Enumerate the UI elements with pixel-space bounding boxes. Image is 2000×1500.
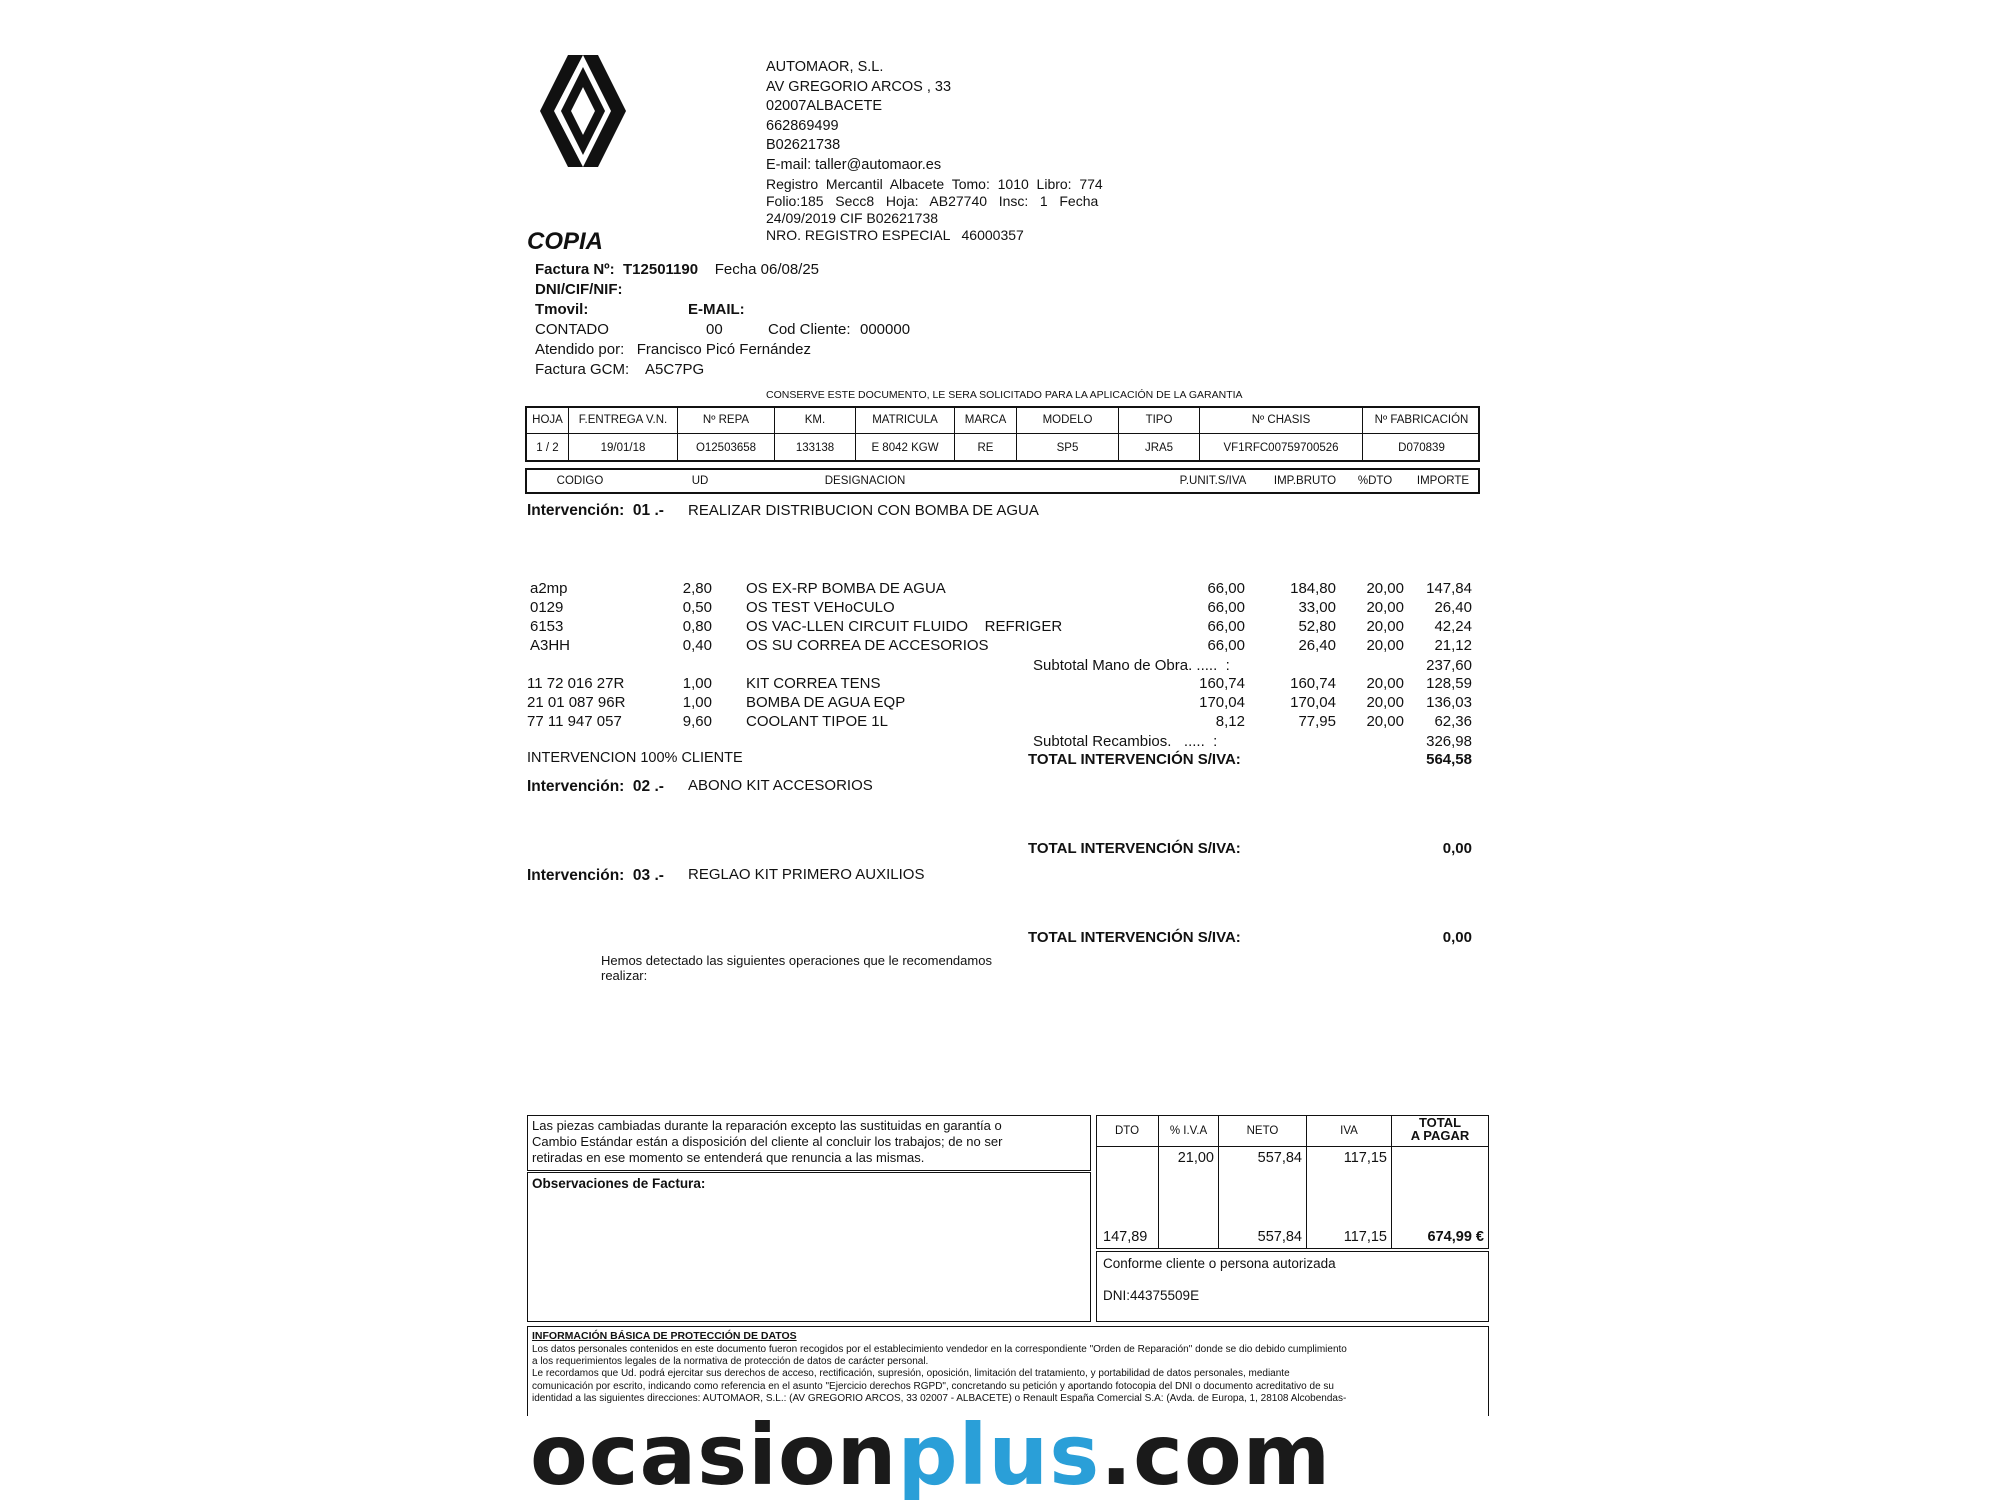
totals-neto: 557,84 (1257, 1150, 1302, 1166)
total-a-pagar-line: A PAGAR (1410, 1128, 1470, 1143)
intervention-3-label: Intervención: 03 .- (527, 867, 664, 884)
line-punit: 66,00 (1207, 599, 1245, 616)
subtotal-parts-value: 326,98 (1426, 733, 1472, 750)
totals-header-iva: IVA (1340, 1125, 1358, 1137)
intervention-2-total-label: TOTAL INTERVENCIÓN S/IVA: (1028, 840, 1241, 857)
vehicle-header-km: KM. (804, 414, 826, 426)
line-bruto: 170,04 (1290, 694, 1336, 711)
lines-header-ud: UD (691, 475, 709, 487)
vehicle-value-fabricacion: D070839 (1398, 442, 1445, 454)
line-bruto: 52,80 (1298, 618, 1336, 635)
registry-line: Folio:185 Secc8 Hoja: AB27740 Insc: 1 Fecha (766, 193, 1099, 209)
company-line: AV GREGORIO ARCOS , 33 (766, 78, 952, 95)
tmovil-label: Tmovil: (535, 301, 589, 318)
registry-line: 24/09/2019 CIF B02621738 (766, 210, 939, 226)
company-registry (766, 176, 1103, 244)
vehicle-header-marca: MARCA (964, 414, 1007, 426)
intervention-1-total: 564,58 (1426, 751, 1472, 768)
line-ud: 2,80 (682, 580, 712, 597)
privacy-line: a los requerimientos legales de la normativa de protección de datos de carácter personal. (532, 1356, 929, 1368)
watermark-part-ocasion: ocasion (530, 1406, 898, 1500)
privacy-line: identidad a las siguientes direcciones: AUTOMAOR, S.L.: (AV GREGORIO ARCOS, 33 02007 - ALBACETE) o Renault España Comercial S.A: (Avda. de Europa, 1, 28108 Alcobendas- (532, 1392, 1347, 1404)
vehicle-value-repa: O12503658 (695, 442, 757, 454)
lines-header-bruto: IMP.BRUTO (1273, 475, 1337, 487)
totals-header-iva-pct: % I.V.A (1169, 1125, 1208, 1137)
line-importe: 21,12 (1434, 637, 1472, 654)
line-punit: 170,04 (1199, 694, 1245, 711)
vehicle-header-fabricacion: Nº FABRICACIÓN (1374, 414, 1469, 426)
subtotal-parts-label: Subtotal Recambios. ..... : (1033, 733, 1218, 750)
registry-line: Registro Mercantil Albacete Tomo: 1010 Libro: 774 (766, 176, 1103, 192)
line-ud: 1,00 (682, 675, 712, 692)
intervention-2-total: 0,00 (1442, 840, 1472, 857)
intervention-1-title: REALIZAR DISTRIBUCION CON BOMBA DE AGUA (688, 502, 1039, 519)
conforme-label: Conforme cliente o persona autorizada (1103, 1256, 1336, 1271)
line-dto: 20,00 (1366, 694, 1404, 711)
gcm-value: A5C7PG (645, 361, 705, 378)
line-code: 11 72 016 27R (527, 675, 625, 692)
renault-logo-icon (540, 55, 626, 167)
line-dto: 20,00 (1366, 637, 1404, 654)
conforme-dni (1103, 1288, 1199, 1303)
company-line: B02621738 (766, 137, 841, 153)
line-importe: 62,36 (1434, 713, 1472, 730)
company-line: AUTOMAOR, S.L. (766, 59, 884, 75)
vehicle-value-km: 133138 (795, 442, 835, 454)
intervention-3-total-label: TOTAL INTERVENCIÓN S/IVA: (1028, 929, 1241, 946)
line-punit: 66,00 (1207, 637, 1245, 654)
gcm-label: Factura GCM: (535, 361, 630, 378)
line-code: 0129 (530, 599, 564, 616)
atendido-label: Atendido por: (535, 341, 625, 358)
dni-label: DNI/CIF/NIF: (535, 281, 623, 298)
line-importe: 128,59 (1426, 675, 1472, 692)
line-importe: 26,40 (1434, 599, 1472, 616)
watermark-part-plus: plus (897, 1406, 1101, 1500)
privacy-text (532, 1344, 1486, 1405)
line-punit: 160,74 (1199, 675, 1245, 692)
line-ud: 1,00 (682, 694, 712, 711)
line-code: A3HH (530, 637, 571, 654)
lines-header-importe: IMPORTE (1416, 475, 1470, 487)
line-ud: 9,60 (682, 713, 712, 730)
line-punit: 8,12 (1215, 713, 1245, 730)
line-importe: 42,24 (1434, 618, 1472, 635)
lines-header-dto: %DTO (1357, 475, 1393, 487)
recommendation-line: realizar: (601, 968, 648, 983)
cod-cliente-label: Cod Cliente: (768, 321, 851, 338)
pieces-note-line: Cambio Estándar están a disposición del cliente al concluir los trabajos; de no ser (532, 1134, 1003, 1149)
recommendation-line: Hemos detectado las siguientes operaciones que le recomendamos (601, 953, 992, 968)
watermark-part-com: .com (1100, 1406, 1332, 1500)
totals-iva: 117,15 (1343, 1150, 1387, 1166)
vehicle-header-tipo: TIPO (1145, 414, 1173, 426)
lines-header-designacion: DESIGNACION (824, 475, 906, 487)
vehicle-value-matricula: E 8042 KGW (871, 442, 939, 454)
line-dto: 20,00 (1366, 713, 1404, 730)
line-desc: OS SU CORREA DE ACCESORIOS (746, 637, 989, 654)
copia-label: COPIA (527, 228, 604, 255)
line-dto: 20,00 (1366, 580, 1404, 597)
observaciones-label: Observaciones de Factura: (532, 1176, 706, 1191)
lines-header-codigo: CODIGO (556, 475, 604, 487)
intervention-2-title: ABONO KIT ACCESORIOS (688, 777, 873, 794)
line-ud: 0,50 (682, 599, 712, 616)
line-dto: 20,00 (1366, 675, 1404, 692)
vehicle-header-matricula: MATRICULA (872, 414, 938, 426)
observaciones-box (527, 1172, 1091, 1322)
company-info (766, 58, 951, 175)
totals-iva-pct: 21,00 (1177, 1150, 1214, 1166)
atendido-value: Francisco Picó Fernández (636, 341, 811, 358)
fecha-label: Fecha (714, 261, 757, 278)
sum-iva: 117,15 (1343, 1229, 1387, 1245)
line-dto: 20,00 (1366, 618, 1404, 635)
vehicle-value-entrega: 19/01/18 (600, 442, 646, 454)
sum-dto: 147,89 (1103, 1229, 1148, 1245)
line-punit: 66,00 (1207, 618, 1245, 635)
factura-label: Factura Nº: (535, 261, 615, 278)
intervention-1-total-label: TOTAL INTERVENCIÓN S/IVA: (1028, 751, 1241, 768)
line-code: 77 11 947 057 (527, 713, 622, 730)
invoice-info (535, 260, 911, 380)
registry-line: NRO. REGISTRO ESPECIAL 46000357 (766, 227, 1024, 243)
sum-total: 674,99 € (1427, 1229, 1484, 1245)
dni-value: 44375509E (1130, 1288, 1200, 1303)
vehicle-value-modelo: SP5 (1056, 442, 1079, 454)
privacy-line: Los datos personales contenidos en este documento fueron recogidos por el establecimiento vendedor en la correspondiente "Orden de Reparación" donde se dio debido cumplimiento (532, 1344, 1347, 1355)
line-desc: COOLANT TIPOE 1L (746, 713, 888, 730)
pieces-note-line: Las piezas cambiadas durante la reparación excepto las sustituidas en garantía o (532, 1118, 1002, 1133)
privacy-line: Le recordamos que Ud. podrá ejercitar sus derechos de acceso, rectificación, supresión, oposición, limitación del tratamiento, y portabilidad de datos personales, mediante (532, 1368, 1290, 1380)
lines-header-punit: P.UNIT.S/IVA (1179, 475, 1247, 487)
company-line: 02007ALBACETE (766, 98, 883, 114)
line-importe: 136,03 (1426, 694, 1472, 711)
line-code: 6153 (530, 618, 564, 635)
subtotal-labor-label: Subtotal Mano de Obra. ..... : (1033, 657, 1230, 674)
pieces-note (532, 1118, 1002, 1166)
totals-header-neto: NETO (1246, 1125, 1279, 1137)
dni-label: DNI: (1103, 1288, 1130, 1303)
total-a-pagar-line: TOTAL (1418, 1115, 1462, 1130)
vehicle-header-hoja: HOJA (532, 414, 563, 426)
line-code: a2mp (530, 580, 568, 597)
line-bruto: 26,40 (1298, 637, 1336, 654)
vehicle-header-chasis: Nº CHASIS (1251, 414, 1311, 426)
company-line: E-mail: taller@automaor.es (766, 156, 942, 173)
line-ud: 0,40 (682, 637, 712, 654)
line-desc: BOMBA DE AGUA EQP (746, 694, 906, 711)
vehicle-value-hoja: 1 / 2 (536, 442, 559, 454)
recommendation-text (601, 953, 992, 983)
intervention-3-title: REGLAO KIT PRIMERO AUXILIOS (688, 866, 925, 883)
cod-cliente-value: 000000 (860, 321, 911, 338)
privacy-line: comunicación por escrito, indicando como referencia en el asunto "Ejercicio derechos RGPD", concretando su petición y aportando fotocopia del DNI o documento acreditativo de su (532, 1380, 1334, 1392)
contado-value: 00 (706, 321, 723, 338)
line-desc: OS EX-RP BOMBA DE AGUA (746, 580, 946, 597)
vehicle-header-modelo: MODELO (1042, 414, 1093, 426)
factura-number: T12501190 (623, 261, 699, 278)
line-code: 21 01 087 96R (527, 694, 626, 711)
sum-neto: 557,84 (1257, 1229, 1302, 1245)
line-ud: 0,80 (682, 618, 712, 635)
line-desc: KIT CORREA TENS (746, 675, 881, 692)
intervention-1-label: Intervención: 01 .- (527, 502, 664, 519)
vehicle-value-tipo: JRA5 (1144, 442, 1174, 454)
fecha-value: 06/08/25 (760, 261, 820, 278)
vehicle-header-repa: Nº REPA (702, 414, 750, 426)
client-note: INTERVENCION 100% CLIENTE (527, 750, 743, 766)
line-bruto: 33,00 (1298, 599, 1336, 616)
line-desc: OS VAC-LLEN CIRCUIT FLUIDO REFRIGER (746, 618, 1063, 635)
company-line: 662869499 (766, 117, 839, 134)
line-importe: 147,84 (1426, 580, 1472, 597)
line-bruto: 77,95 (1298, 713, 1336, 730)
line-punit: 66,00 (1207, 580, 1245, 597)
contado-label: CONTADO (535, 321, 609, 338)
privacy-title: INFORMACIÓN BÁSICA DE PROTECCIÓN DE DATOS (532, 1330, 797, 1342)
totals-header-dto: DTO (1114, 1125, 1140, 1137)
subtotal-labor-value: 237,60 (1426, 657, 1472, 674)
line-bruto: 184,80 (1290, 580, 1336, 597)
vehicle-value-chasis: VF1RFC00759700526 (1223, 442, 1339, 454)
line-desc: OS TEST VEHoCULO (746, 599, 895, 616)
vehicle-header-entrega: F.ENTREGA V.N. (578, 414, 668, 426)
intervention-2-label: Intervención: 02 .- (527, 778, 664, 795)
intervention-3-total: 0,00 (1442, 929, 1472, 946)
vehicle-value-marca: RE (977, 442, 994, 454)
email-label: E-MAIL: (688, 301, 745, 318)
line-dto: 20,00 (1366, 599, 1404, 616)
totals-header-total (1392, 1116, 1488, 1142)
ocasionplus-watermark (530, 1406, 1332, 1500)
conserve-notice: CONSERVE ESTE DOCUMENTO, LE SERA SOLICITADO PARA LA APLICACIÓN DE LA GARANTIA (766, 389, 1243, 401)
pieces-note-line: retiradas en ese momento se entenderá que renuncia a las mismas. (532, 1150, 925, 1165)
line-bruto: 160,74 (1290, 675, 1336, 692)
